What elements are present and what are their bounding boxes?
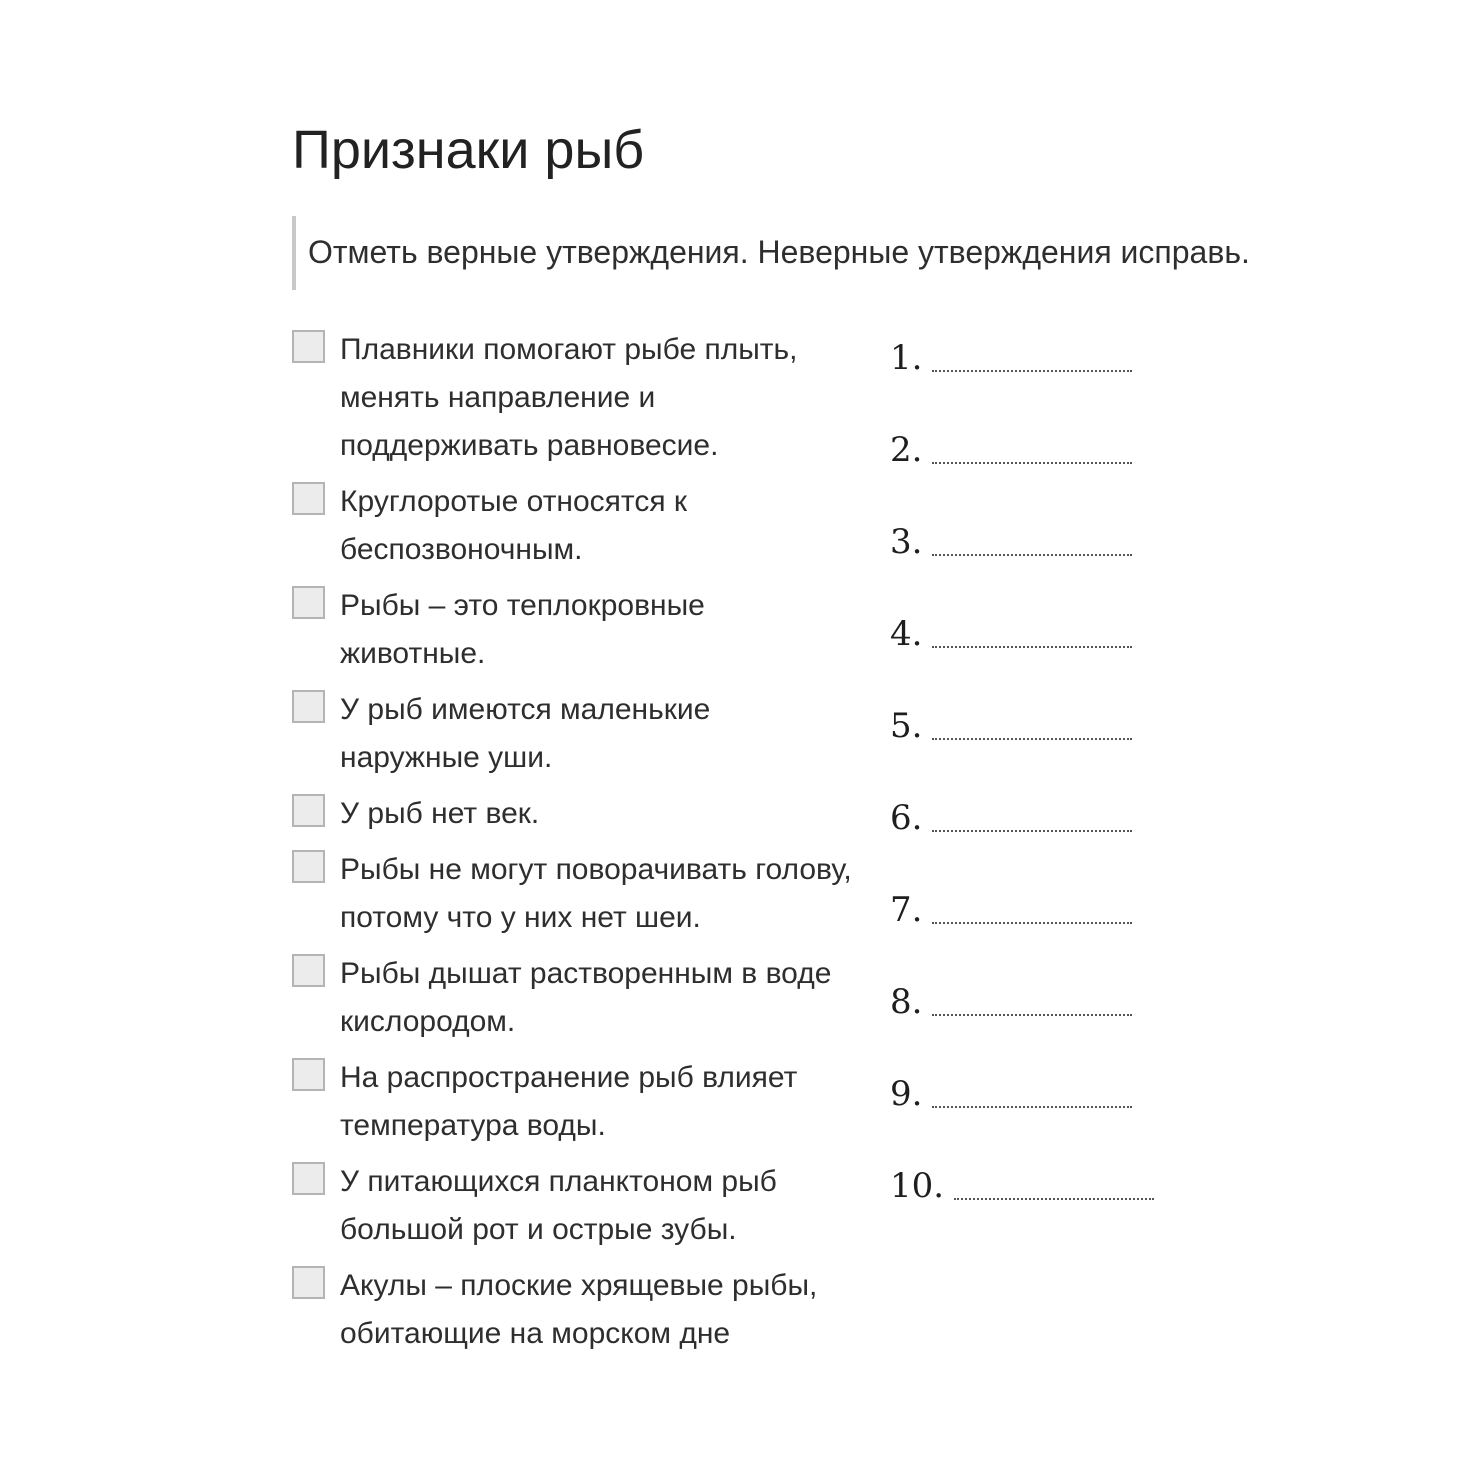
page-title: Признаки рыб — [292, 120, 645, 180]
statement-text: У рыб нет век. — [340, 797, 540, 830]
answer-number: 6. — [890, 798, 923, 838]
statement-checkbox[interactable] — [292, 1162, 325, 1195]
answer-number: 3. — [890, 522, 923, 562]
statement-checkbox[interactable] — [292, 482, 325, 515]
statement-text: Акулы – плоские хрящевые рыбы, обитающие на морском дне — [340, 1269, 818, 1350]
answer-row — [890, 1162, 1154, 1206]
statement-text: Круглоротые относятся к беспозвоночным. — [340, 485, 688, 566]
answer-row — [890, 702, 1132, 746]
statement-checkbox[interactable] — [292, 1266, 325, 1299]
answer-field[interactable] — [932, 736, 1132, 740]
statement-text: У питающихся планктоном рыб большой рот и острые зубы. — [340, 1165, 777, 1246]
answer-row — [890, 1070, 1132, 1114]
answer-row — [890, 794, 1132, 838]
statement-text: Плавники помогают рыбе плыть, менять направление и поддерживать равновесие. — [340, 333, 798, 462]
answer-number: 7. — [890, 890, 923, 930]
statement-checkbox[interactable] — [292, 1058, 325, 1091]
answer-field[interactable] — [954, 1196, 1154, 1200]
statement-text: Рыбы не могут поворачивать голову, потому что у них нет шеи. — [340, 853, 852, 934]
answer-field[interactable] — [932, 368, 1132, 372]
statement-text: У рыб имеются маленькие наружные уши. — [340, 693, 711, 774]
answer-row — [890, 610, 1132, 654]
answer-number: 9. — [890, 1074, 923, 1114]
answer-number: 8. — [890, 982, 923, 1022]
statement-text: Рыбы – это теплокровные животные. — [340, 589, 705, 670]
statement-checkbox[interactable] — [292, 690, 325, 723]
statement-checkbox[interactable] — [292, 586, 325, 619]
statement-text: Рыбы дышат растворенным в воде кислородом. — [340, 957, 832, 1038]
statement-checkbox[interactable] — [292, 954, 325, 987]
statement-text: На распространение рыб влияет температура воды. — [340, 1061, 798, 1142]
answer-row — [890, 334, 1132, 378]
answer-field[interactable] — [932, 828, 1132, 832]
answer-number: 2. — [890, 430, 923, 470]
answer-field[interactable] — [932, 460, 1132, 464]
statement-checkbox[interactable] — [292, 330, 325, 363]
answer-field[interactable] — [932, 1104, 1132, 1108]
statement-checkbox[interactable] — [292, 794, 325, 827]
answer-field[interactable] — [932, 1012, 1132, 1016]
answer-number: 10. — [890, 1166, 945, 1206]
answer-row — [890, 886, 1132, 930]
answer-number: 1. — [890, 338, 923, 378]
answer-row — [890, 518, 1132, 562]
answer-number: 4. — [890, 614, 923, 654]
answer-field[interactable] — [932, 552, 1132, 556]
statement-checkbox[interactable] — [292, 850, 325, 883]
instruction-block — [292, 216, 1402, 290]
answer-field[interactable] — [932, 644, 1132, 648]
answer-field[interactable] — [932, 920, 1132, 924]
answer-row — [890, 978, 1132, 1022]
answer-row — [890, 426, 1132, 470]
instruction-text: Отметь верные утверждения. Неверные утверждения исправь. — [308, 234, 1250, 270]
answer-number: 5. — [890, 706, 923, 746]
